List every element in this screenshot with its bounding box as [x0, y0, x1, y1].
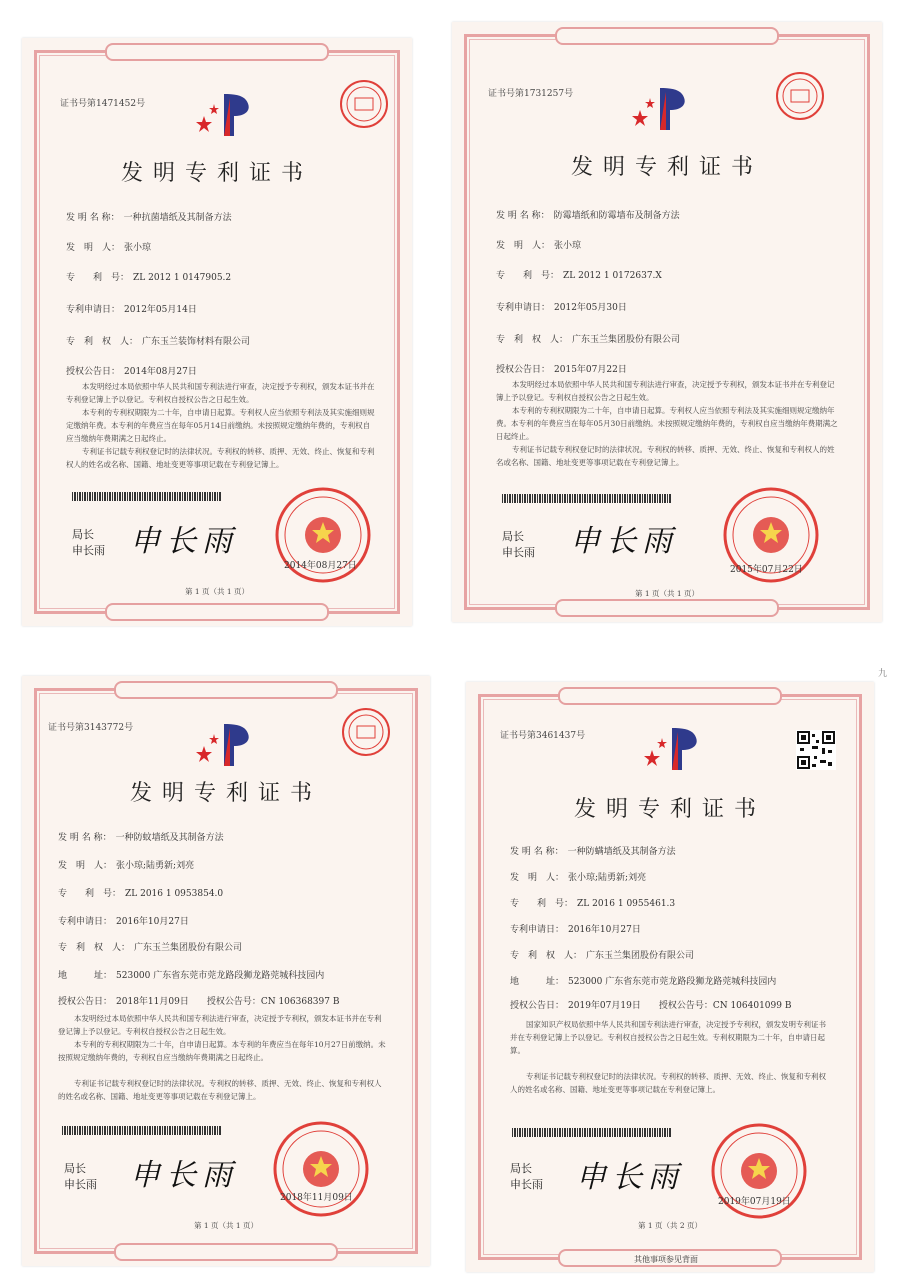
director-name: 申长雨 [510, 1178, 543, 1191]
field-label: 专利申请日： [510, 925, 565, 935]
barcode [512, 1128, 672, 1137]
stamp-seal-icon [338, 78, 390, 130]
field-grant-date [66, 364, 197, 377]
field-patentee [58, 940, 242, 953]
certificate-title: 发明专利证书 [120, 161, 313, 186]
field-value: 2019年07月19日 授权公告号：CN 106401099 B [568, 1001, 792, 1011]
field-label: 发 明 人： [496, 241, 551, 251]
field-address [510, 974, 776, 987]
body-paragraph: 本专利的专利权期限为二十年，自申请日起算。本专利的年费应当在每年10月27日前缴纳。未按照规定缴纳年费的，专利权自应当缴纳年费期满之日起终止。 [58, 1040, 386, 1062]
field-inventor [496, 238, 581, 251]
field-label: 专 利 权 人： [510, 951, 583, 961]
patent-office-logo-icon [194, 86, 256, 142]
director-signature: 申长雨 [570, 524, 678, 559]
field-patent-number [66, 270, 231, 283]
field-label: 发 明 名 称： [510, 847, 564, 857]
field-label: 发 明 人： [510, 873, 565, 883]
field-label: 专 利 号： [496, 271, 560, 281]
field-application-date [66, 302, 197, 315]
body-paragraph: 本专利的专利权期限为二十年，自申请日起算。专利权人应当依照专利法及其实施细则规定缴纳年费。本专利的年费应当在每年05月14日前缴纳。未按照规定缴纳年费的，专利权自应当缴纳年费期满之日起终止。 [66, 408, 375, 443]
field-label: 发 明 名 称： [58, 833, 112, 843]
barcode [502, 494, 672, 503]
director-name: 申长雨 [64, 1178, 97, 1191]
certificate-title: 发明专利证书 [129, 781, 322, 806]
certificate-number: 证书号第3461437号 [500, 731, 586, 741]
bottom-ornament [105, 603, 329, 621]
stamp-seal-icon [340, 706, 392, 758]
field-value: 一种抗菌墙纸及其制备方法 [123, 213, 232, 223]
certificate-4 [466, 682, 874, 1272]
certificate-title: 发明专利证书 [570, 155, 763, 180]
field-patent-number [510, 896, 675, 909]
field-invention-name [510, 844, 676, 857]
field-label: 授权公告日： [496, 365, 551, 375]
field-grant-date [496, 362, 627, 375]
field-label: 专 利 号： [66, 273, 130, 283]
stamp-seal-icon [774, 70, 826, 122]
field-value: 2015年07月22日 [554, 365, 627, 375]
field-value: 广东玉兰集团股份有限公司 [572, 335, 681, 345]
certificate-1 [22, 38, 412, 626]
body-paragraph: 专利证书记载专利权登记时的法律状况。专利权的转移、质押、无效、终止、恢复和专利权人的姓名或名称、国籍、地址变更等事项记载在专利登记簿上。 [58, 1079, 382, 1101]
field-value: 一种防螨墙纸及其制备方法 [567, 847, 676, 857]
field-invention-name [496, 208, 680, 221]
certificate-number: 证书号第3143772号 [48, 723, 134, 733]
top-ornament [114, 681, 338, 699]
field-value: 2012年05月30日 [554, 303, 627, 313]
page-number: 第 1 页（共 1 页） [184, 587, 250, 596]
field-label: 授权公告日： [510, 1001, 565, 1011]
seal-date: 2018年11月09日 [280, 1193, 353, 1203]
field-label: 专 利 权 人： [66, 337, 139, 347]
field-patent-number [58, 886, 223, 899]
bottom-ornament [555, 599, 779, 617]
page-edge-mark: 九 [878, 669, 888, 679]
qr-code-icon [796, 730, 836, 770]
field-value: 2016年10月27日 [568, 925, 641, 935]
field-label: 专利申请日： [496, 303, 551, 313]
page-number: 第 1 页（共 1 页） [193, 1221, 259, 1230]
seal-date: 2014年08月27日 [284, 561, 357, 571]
barcode [62, 1126, 222, 1135]
field-value: 523000 广东省东莞市莞龙路段狮龙路莞城科技园内 [568, 977, 777, 987]
field-address [58, 968, 324, 981]
field-value: 广东玉兰集团股份有限公司 [134, 943, 243, 953]
body-paragraph: 本发明经过本局依照中华人民共和国专利法进行审查，决定授予专利权，颁发本证书并在专利登记簿上予以登记。专利权自授权公告之日起生效。 [66, 382, 375, 404]
field-label: 地 址： [58, 971, 113, 981]
field-label: 发 明 人： [58, 861, 113, 871]
field-value: 广东玉兰集团股份有限公司 [586, 951, 695, 961]
field-value: 2016年10月27日 [116, 917, 189, 927]
field-value: 523000 广东省东莞市莞龙路段狮龙路莞城科技园内 [116, 971, 325, 981]
field-application-date [510, 922, 641, 935]
director-name: 申长雨 [502, 546, 535, 559]
barcode [72, 492, 222, 501]
field-patentee [66, 334, 250, 347]
field-label: 专 利 号： [510, 899, 574, 909]
certificate-title: 发明专利证书 [573, 797, 766, 822]
director-signature: 申长雨 [130, 524, 238, 559]
field-label: 发 明 人： [66, 243, 121, 253]
director-title: 局长 [64, 1162, 86, 1175]
certificate-number: 证书号第1471452号 [60, 99, 146, 109]
patent-office-logo-icon [194, 716, 256, 772]
field-value: ZL 2012 1 0172637.X [563, 271, 662, 281]
field-application-date [496, 300, 627, 313]
field-label: 地 址： [510, 977, 565, 987]
field-label: 专利申请日： [58, 917, 113, 927]
field-inventor [58, 858, 194, 871]
body-paragraph: 本专利的专利权期限为二十年，自申请日起算。专利权人应当依照专利法及其实施细则规定缴纳年费。本专利的年费应当在每年05月30日前缴纳。未按照规定缴纳年费的，专利权自应当缴纳年费期满之日起终止。 [496, 406, 838, 441]
director-title: 局长 [502, 530, 524, 543]
patent-office-logo-icon [642, 720, 704, 776]
seal-date: 2015年07月22日 [730, 565, 803, 575]
field-value: 2012年05月14日 [124, 305, 197, 315]
field-value: 防霉墙纸和防霉墙布及制备方法 [553, 211, 680, 221]
body-paragraph: 专利证书记载专利权登记时的法律状况。专利权的转移、质押、无效、终止、恢复和专利权人的姓名或名称、国籍、地址变更等事项记载在专利登记簿上。 [66, 447, 375, 469]
field-grant-date [58, 994, 339, 1007]
certificate-number: 证书号第1731257号 [488, 89, 574, 99]
director-signature: 申长雨 [576, 1160, 684, 1195]
certificate-3 [22, 676, 430, 1266]
field-grant-date [510, 998, 791, 1011]
field-label: 授权公告日： [66, 367, 121, 377]
top-ornament [105, 43, 329, 61]
body-paragraph: 本发明经过本局依照中华人民共和国专利法进行审查，决定授予专利权，颁发本证书并在专利登记簿上予以登记。专利权自授权公告之日起生效。 [58, 1014, 382, 1036]
field-application-date [58, 914, 189, 927]
body-paragraph: 专利证书记载专利权登记时的法律状况。专利权的转移、质押、无效、终止、恢复和专利权人的姓名或名称、国籍、地址变更等事项记载在专利登记簿上。 [496, 445, 835, 467]
field-label: 授权公告日： [58, 997, 113, 1007]
body-paragraph: 专利证书记载专利权登记时的法律状况。专利权的转移、质押、无效、终止、恢复和专利权人的姓名或名称、国籍、地址变更等事项记载在专利登记簿上。 [510, 1072, 826, 1094]
director-signature: 申长雨 [130, 1158, 238, 1193]
patent-office-logo-icon [630, 80, 692, 136]
top-ornament [558, 687, 782, 705]
field-value: ZL 2016 1 0953854.0 [125, 889, 224, 899]
back-note: 其他事项参见背面 [634, 1255, 698, 1264]
body-paragraph: 国家知识产权局依照中华人民共和国专利法进行审查，决定授予专利权，颁发发明专利证书并在专利登记簿上予以登记。专利权自授权公告之日起生效。专利权期限为二十年，自申请日起算。 [510, 1020, 826, 1055]
field-label: 专 利 权 人： [496, 335, 569, 345]
field-value: 张小琼;陆勇新;刘亮 [116, 861, 195, 871]
top-ornament [555, 27, 779, 45]
director-title: 局长 [72, 528, 94, 541]
field-value: 张小琼 [554, 241, 582, 251]
field-inventor [66, 240, 151, 253]
field-label: 发 明 名 称： [66, 213, 120, 223]
page-number: 第 1 页（共 1 页） [634, 589, 700, 598]
field-invention-name [58, 830, 224, 843]
certificate-2 [452, 22, 882, 622]
field-invention-name [66, 210, 232, 223]
field-label: 发 明 名 称： [496, 211, 550, 221]
field-value: 广东玉兰装饰材料有限公司 [142, 337, 251, 347]
field-patent-number [496, 268, 662, 281]
seal-date: 2019年07月19日 [718, 1197, 791, 1207]
field-label: 专 利 号： [58, 889, 122, 899]
field-label: 专利申请日： [66, 305, 121, 315]
director-name: 申长雨 [72, 544, 105, 557]
field-value: 一种防蚊墙纸及其制备方法 [115, 833, 224, 843]
bottom-ornament [114, 1243, 338, 1261]
field-value: ZL 2016 1 0955461.3 [577, 899, 676, 909]
director-title: 局长 [510, 1162, 532, 1175]
field-value: 张小琼;陆勇新;刘亮 [568, 873, 647, 883]
field-value: 2014年08月27日 [124, 367, 197, 377]
page-number: 第 1 页（共 2 页） [637, 1221, 703, 1230]
field-value: ZL 2012 1 0147905.2 [133, 273, 232, 283]
field-patentee [510, 948, 694, 961]
body-paragraph: 本发明经过本局依照中华人民共和国专利法进行审查，决定授予专利权，颁发本证书并在专利登记簿上予以登记。专利权自授权公告之日起生效。 [496, 380, 835, 402]
field-value: 2018年11月09日 授权公告号：CN 106368397 B [116, 997, 340, 1007]
field-label: 专 利 权 人： [58, 943, 131, 953]
field-value: 张小琼 [124, 243, 152, 253]
official-seal-icon [272, 1120, 370, 1218]
field-inventor [510, 870, 646, 883]
field-patentee [496, 332, 680, 345]
